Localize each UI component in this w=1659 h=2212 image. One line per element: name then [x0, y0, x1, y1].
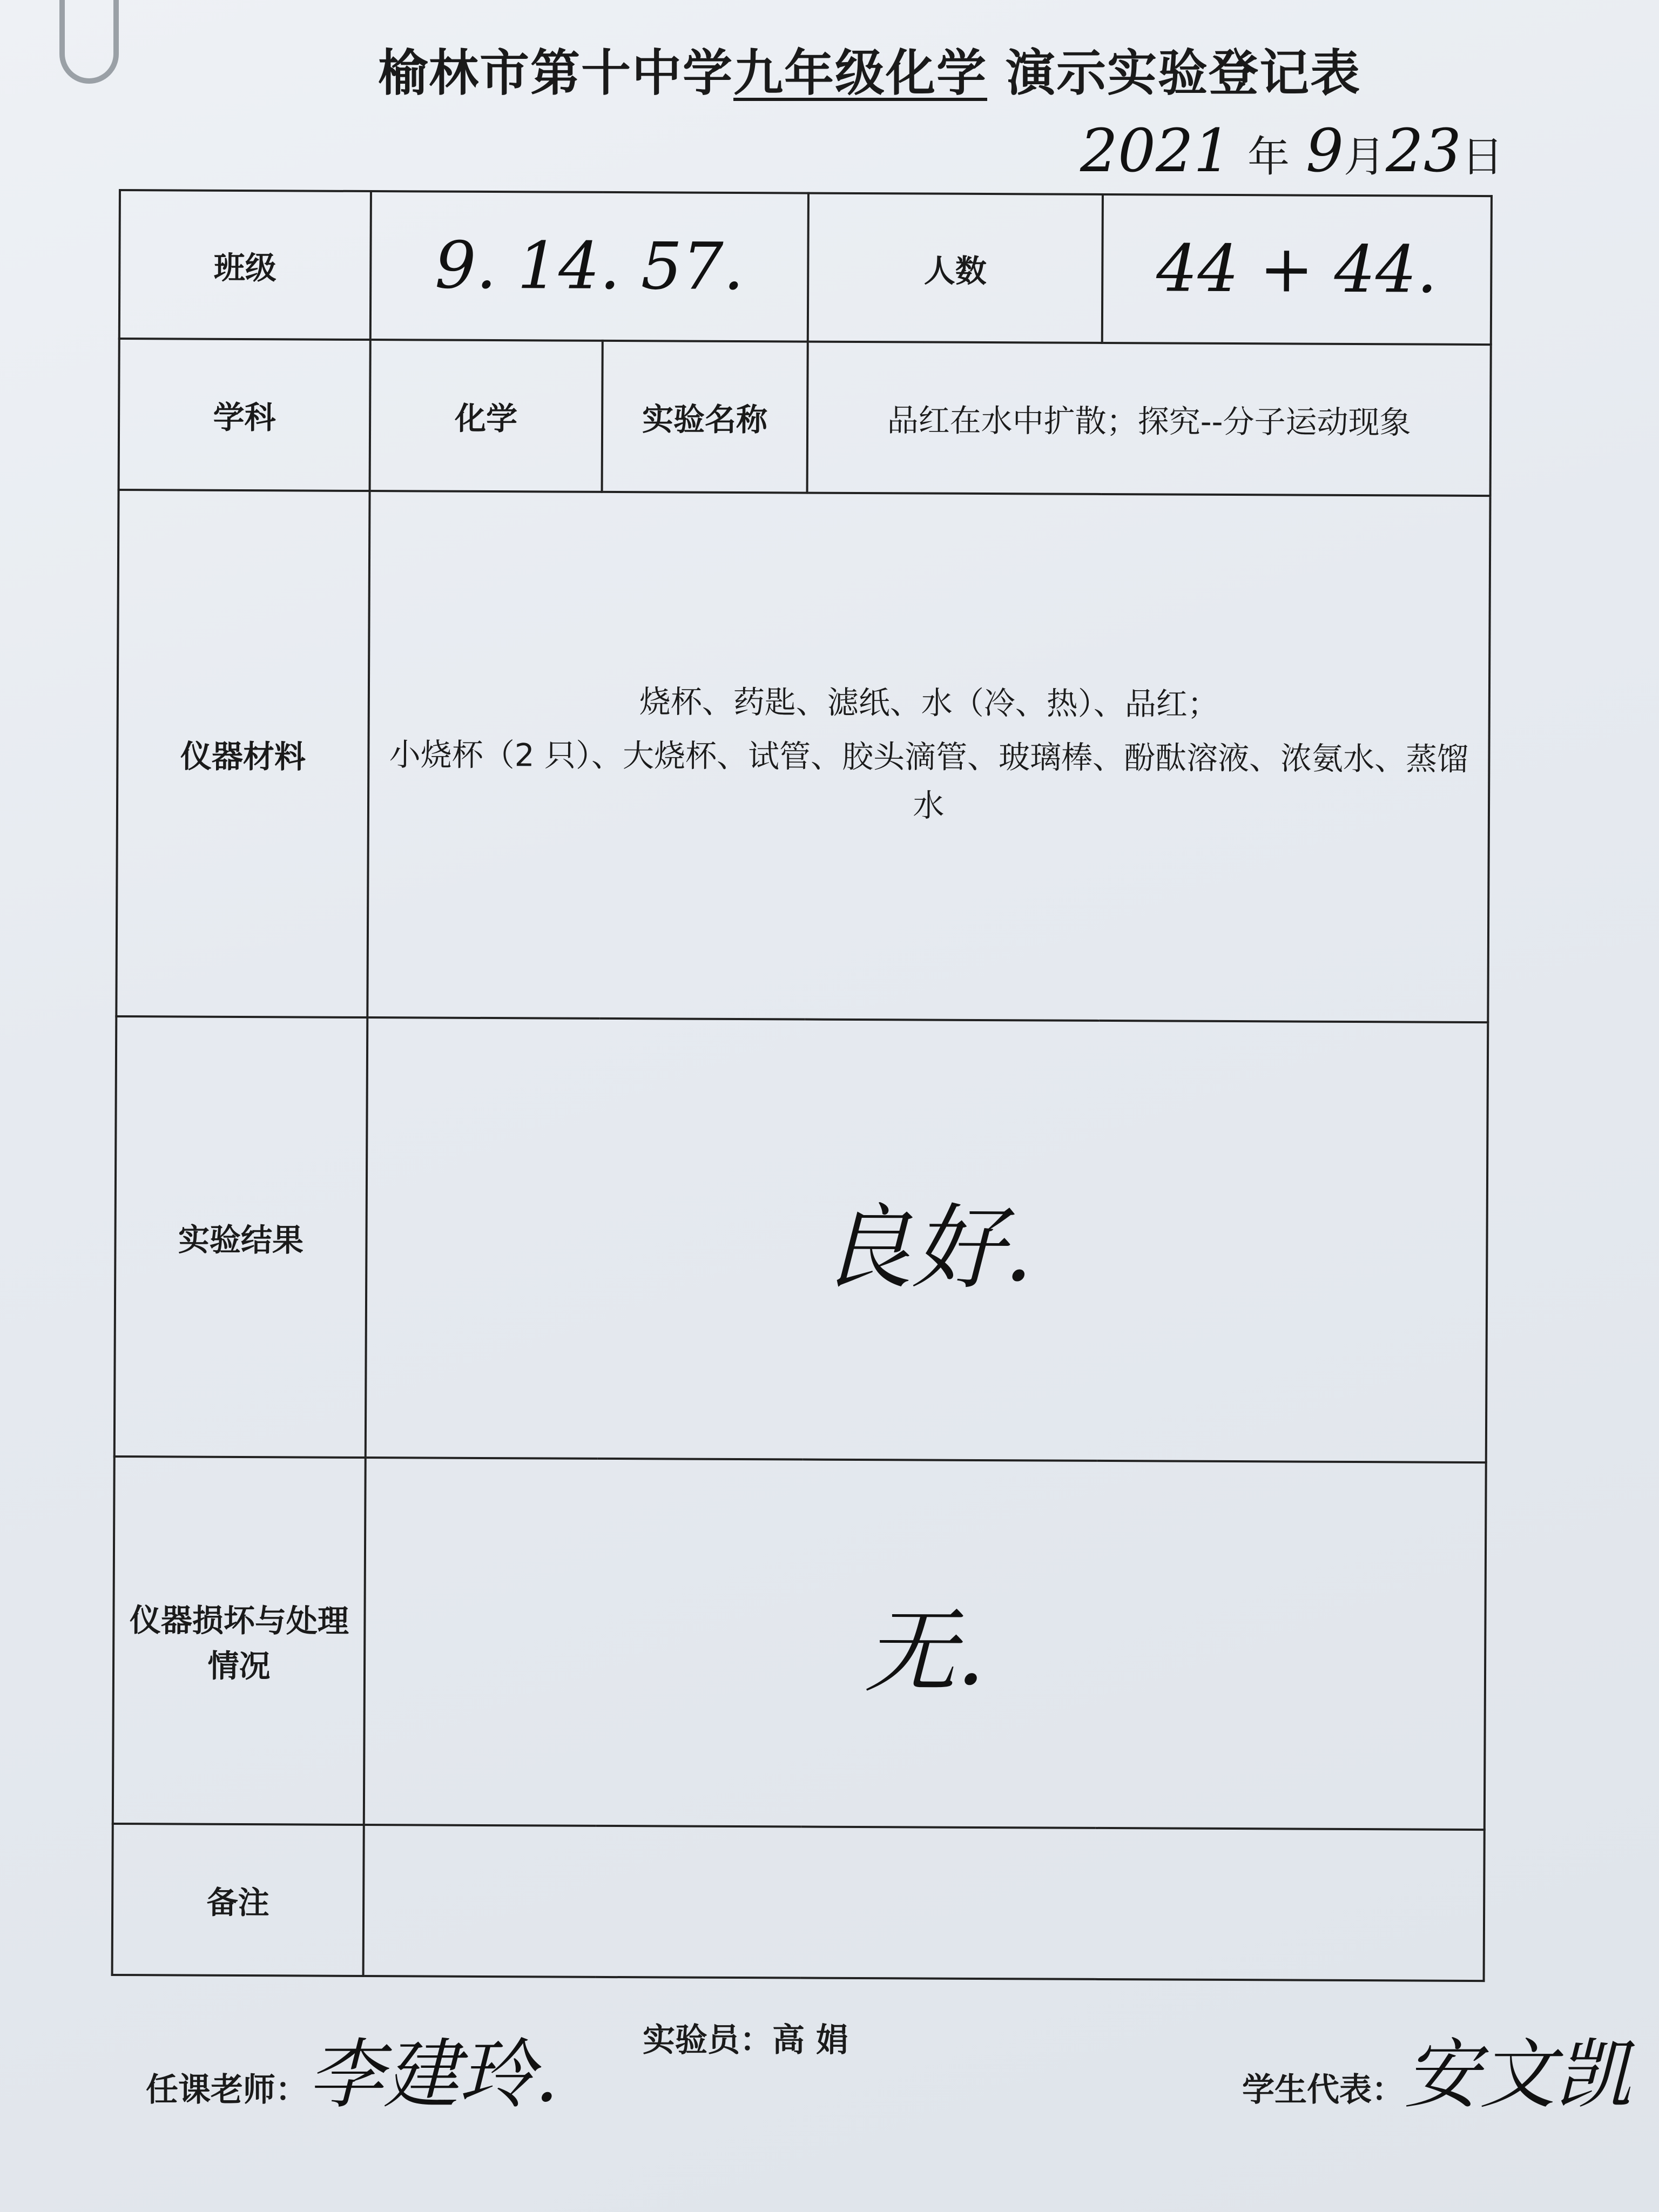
subject-label: 学科: [119, 339, 370, 491]
result-label: 实验结果: [114, 1016, 368, 1458]
materials-line: 烧杯、药匙、滤纸、水（冷、热）、品红；: [639, 683, 1219, 723]
experiment-name-label: 实验名称: [602, 341, 808, 493]
count-value: 44 + 44.: [1102, 194, 1492, 345]
table-row: [114, 1016, 1488, 1462]
date-day: 23: [1385, 116, 1461, 185]
remarks-value: [363, 1825, 1485, 1981]
remarks-label: 备注: [112, 1824, 364, 1976]
teacher-field: [146, 2014, 559, 2123]
student-rep-signature: 安文凯: [1404, 2031, 1631, 2119]
date-month-label: 月: [1343, 133, 1386, 181]
registration-table: [111, 189, 1493, 1982]
date-day-label: 日: [1461, 133, 1503, 181]
student-rep-label: 学生代表：: [1242, 2071, 1404, 2109]
table-row: [119, 339, 1491, 496]
lab-staff-field: [643, 2014, 848, 2061]
title-grade-subject: 九年级化学: [733, 44, 988, 102]
result-value: 良好.: [366, 1017, 1488, 1462]
experiment-name-value: 品红在水中扩散；探究--分子运动现象: [807, 342, 1491, 496]
class-label: 班级: [119, 190, 371, 340]
count-label: 人数: [808, 193, 1103, 343]
lab-staff-label: 实验员：: [643, 2021, 772, 2059]
subject-value: 化学: [370, 340, 603, 492]
date-year-label: 年: [1247, 133, 1290, 181]
materials-value: [367, 491, 1490, 1022]
page-title: [378, 33, 1361, 105]
table-row: [116, 490, 1490, 1022]
damage-label: 仪器损坏与处理情况: [113, 1456, 366, 1825]
date-line: [1080, 116, 1503, 185]
date-month: 9: [1305, 116, 1344, 185]
table-row: [119, 190, 1492, 345]
materials-label: 仪器材料: [116, 490, 369, 1017]
teacher-label: 任课老师：: [146, 2071, 308, 2109]
paper-clip-icon: [59, 0, 119, 84]
class-value: 9. 14. 57.: [370, 191, 808, 342]
student-rep-field: [1242, 2014, 1631, 2123]
title-school: 榆林市第十中学: [378, 44, 734, 102]
date-year: 2021: [1080, 116, 1231, 185]
lab-staff-value: 高 娟: [772, 2021, 848, 2059]
table-row: [112, 1824, 1485, 1981]
materials-line: 小烧杯（2 只）、大烧杯、试管、胶头滴管、玻璃棒、酚酞溶液、浓氨水、蒸馏水: [389, 736, 1469, 824]
table-row: [113, 1456, 1486, 1830]
damage-value: 无.: [364, 1458, 1486, 1830]
teacher-signature: 李建玲.: [308, 2031, 559, 2119]
title-form-name: 演示实验登记表: [1006, 44, 1361, 102]
